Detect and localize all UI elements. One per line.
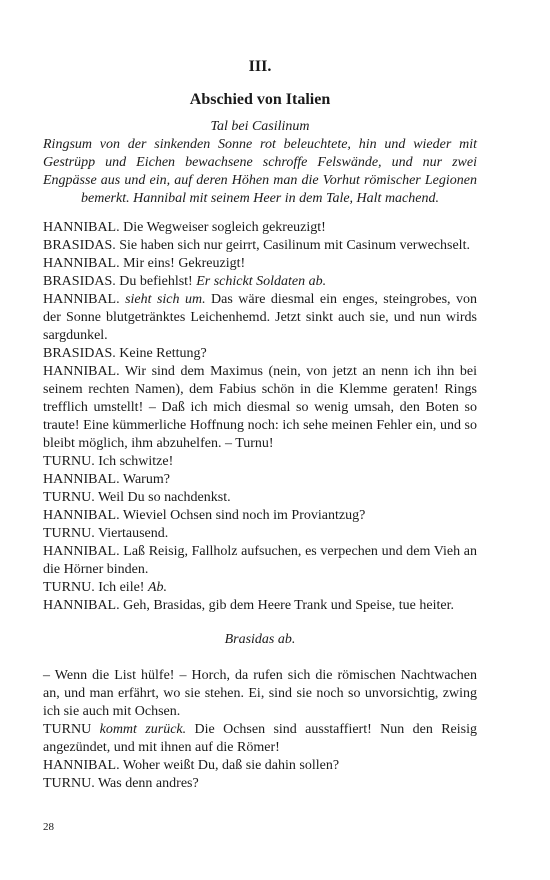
dialogue-line — [43, 667, 477, 721]
dialogue-line — [43, 237, 477, 255]
scene-setting — [43, 118, 477, 208]
line-text: HANNIBAL. Die Wegweiser sogleich gekreuzigt! — [43, 220, 326, 235]
line-text: HANNIBAL. Wieviel Ochsen sind noch im Proviantzug? — [43, 508, 366, 523]
page-number: 28 — [43, 821, 54, 833]
inline-stage-direction: sieht sich um. — [125, 292, 206, 307]
line-text: HANNIBAL. Laß Reisig, Fallholz aufsuchen, es verpechen und dem Vieh an die Hörner binden. — [43, 544, 477, 577]
line-text: HANNIBAL. Mir eins! Gekreuzigt! — [43, 256, 246, 271]
line-text: BRASIDAS. Keine Rettung? — [43, 346, 207, 361]
line-text: HANNIBAL. Woher weißt Du, daß sie dahin sollen? — [43, 758, 340, 773]
inline-stage-direction: Ab. — [147, 580, 168, 595]
stage-direction: Brasidas ab. — [224, 632, 296, 647]
dialogue-line — [43, 453, 477, 471]
line-text: HANNIBAL. Geh, Brasidas, gib dem Heere Trank und Speise, tue heiter. — [43, 598, 454, 613]
dialogue-line — [43, 363, 477, 453]
line-text: HANNIBAL. Wir sind dem Maximus (nein, von jetzt an nenn ich ihn bei seinem rechten Namen), dem Fabius schön in die Klemme geraten! Rings trefflich umstellt! – Daß ich mich diesmal so wenig umsah, den Boten so traute! Eine kümmerliche Hoffnung noch: ich sehe meinen Fehler ein, und so bleibt möglich, ihm abzuhelfen. – Turnu! — [43, 364, 477, 451]
dialogue-line — [43, 543, 477, 579]
setting-place: Tal bei Casilinum — [210, 119, 310, 134]
line-text: TURNU. Was denn andres? — [43, 776, 199, 791]
setting-description: Ringsum von der sinkenden Sonne rot beleuchtete, hin und wieder mit Gestrüpp und Eichen bewachsene schroffe Felswände, und nur zwei Engpässe aus und ein, auf deren Höhen man die Vorhut römischer Legionen bemerkt. Hannibal mit seinem Heer in dem Tale, Halt machend. — [43, 137, 477, 206]
line-text: TURNU. Ich schwitze! — [43, 454, 174, 469]
dialogue-line — [43, 291, 477, 345]
line-text-continued: Das wäre diesmal ein enges, steingrobes, von der Sonne blutgetränktes Leichenhemd. Jetzt sinkt auch sie, und nun wirds sargdunkel. — [43, 292, 478, 343]
dialogue-part-1 — [43, 219, 477, 615]
dialogue-line — [43, 525, 477, 543]
inline-stage-direction: Er schickt Soldaten ab. — [196, 274, 327, 289]
act-number: III. — [248, 58, 272, 75]
dialogue-line — [43, 757, 477, 775]
dialogue-line — [43, 507, 477, 525]
dialogue-line — [43, 273, 477, 291]
dialogue-line — [43, 471, 477, 489]
dialogue-line — [43, 597, 477, 615]
line-text: – Wenn die List hülfe! – Horch, da rufen sich die römischen Nachtwachen an, und man erfährt, wo sie stehen. Ei, sind sie noch so unvorsichtig, zwing ich sie auch mit Ochsen. — [43, 668, 477, 719]
dialogue-line — [43, 345, 477, 363]
line-text: TURNU. Weil Du so nachdenkst. — [43, 490, 231, 505]
line-text: BRASIDAS. Du befiehlst! — [43, 274, 197, 289]
line-text: BRASIDAS. Sie haben sich nur geirrt, Casilinum mit Casinum verwechselt. — [43, 238, 470, 253]
dialogue-line — [43, 775, 477, 793]
line-text: HANNIBAL. Warum? — [43, 472, 170, 487]
dialogue-line — [43, 579, 477, 597]
dialogue-part-2 — [43, 667, 477, 793]
line-text: TURNU. Viertausend. — [43, 526, 169, 541]
scene-title: Abschied von Italien — [189, 91, 331, 108]
inline-stage-direction: kommt zurück. — [99, 722, 187, 737]
line-text: HANNIBAL. — [43, 292, 126, 307]
dialogue-line — [43, 219, 477, 237]
line-text: TURNU — [43, 722, 100, 737]
dialogue-line — [43, 721, 477, 757]
dialogue-line — [43, 255, 477, 273]
dialogue-line — [43, 489, 477, 507]
line-text: TURNU. Ich eile! — [43, 580, 148, 595]
line-text-continued: Die Ochsen sind ausstaffiert! Nun den Reisig angezündet, und mit ihnen auf die Römer! — [43, 722, 477, 755]
dialogue-block — [43, 219, 477, 793]
